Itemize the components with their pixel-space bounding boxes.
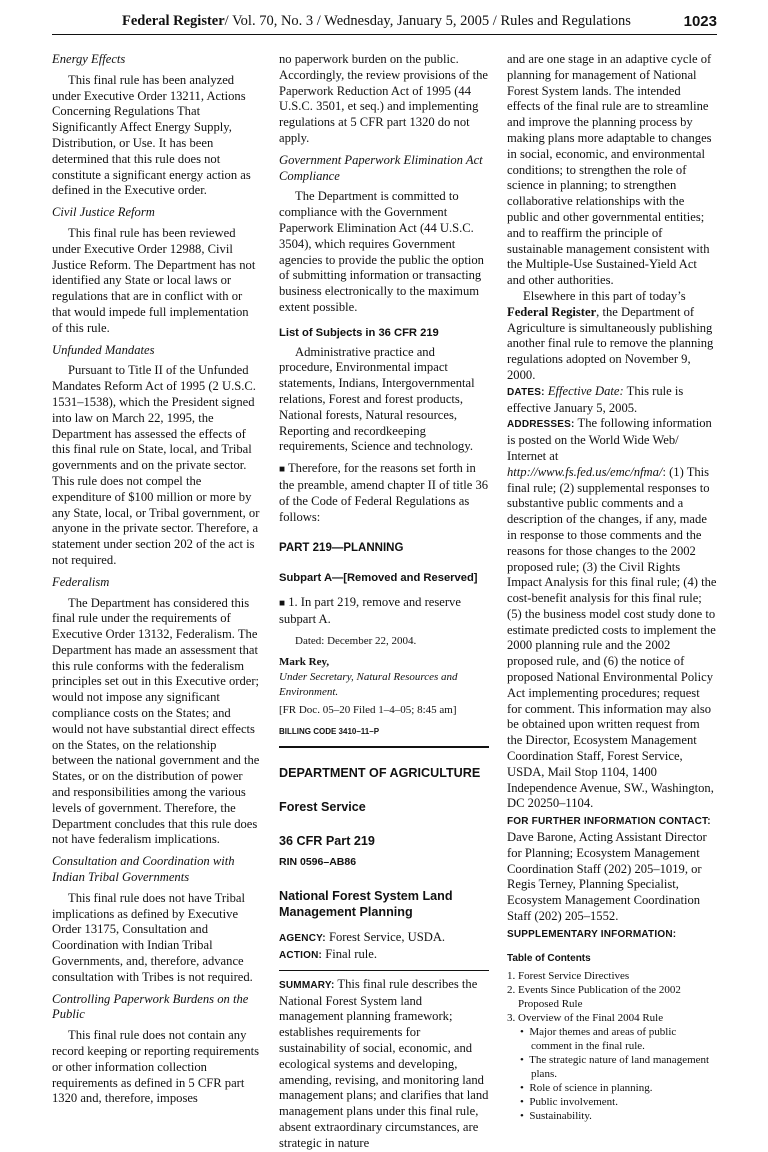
billing-code: BILLING CODE 3410–11–P [279,727,380,737]
addresses-label: ADDRESSES: [507,419,575,431]
bullet-icon: • [520,1026,524,1039]
toc-subitem-text: Role of science in planning. [529,1082,653,1095]
effective-date-label: Effective Date: [547,383,624,398]
paragraph-paperwork-cont: no paperwork burden on the public. Accordingly, the review provisions of the Paperwork Reduction Act of 1995 (44 U.S.C. 3501, et seq.) and implementing regulations at 5 CFR part 1320 do not apply. [279,52,489,145]
signer-name: Mark Rey, [279,655,330,668]
agency-label: AGENCY: [279,933,326,945]
heading-paperwork-burdens: Controlling Paperwork Burdens on the Public [52,991,249,1022]
agency-line [279,930,489,947]
toc-heading: Table of Contents [507,952,591,964]
summary-label: SUMMARY: [279,979,335,991]
bullet-icon: • [520,1110,524,1123]
addresses-text-b: : (1) This final rule; (2) supplemental responses to substantive public comments and a description of the changes, if any, made in response to those comments and the reasons for those changes to the 2002 proposed rule; (3) the Civil Rights Impact Analysis for this final rule; (4) the cost-benefit analysis for this final rule; (5) the business model cost study done to estimate predicted costs to implement the 2000 planning rule and the 2002 proposed rule, and (6) the notice of proposed National Environmental Policy Act implementing procedures; request for comment. This information may also be obtained upon written request from the Director, Ecosystem Management Coordination Staff, Forest Service, USDA, Mail Stop 1104, 1400 Independence Avenue, SW., Washington, DC 20250–1104. [507,464,717,811]
toc-subitem [507,1109,717,1123]
summary-text: This final rule describes the National Forest System land management planning framework; establishes requirements for sustainability of social, economic, and ecological systems and developing, amending, revising, and monitoring land management plans; and clarifies that land management plans under this final rule, absent extraordinary circumstances, are strategic in nature [279,976,489,1150]
dates-value: This rule is effective January 5, 2005. [507,383,684,415]
department-heading: DEPARTMENT OF AGRICULTURE [279,766,481,781]
cfr-part-heading: 36 CFR Part 219 [279,833,375,848]
toc-subitem-text: Major themes and areas of public comment in the final rule. [529,1026,677,1053]
bullet-icon: • [520,1082,524,1095]
rin-number: RIN 0596–AB86 [279,856,357,869]
action-label: ACTION: [279,950,323,962]
heading-list-of-subjects: List of Subjects in 36 CFR 219 [279,326,439,339]
toc-item: 1. Forest Service Directives [507,970,630,983]
signature-date: Dated: December 22, 2004. [295,634,417,647]
heading-energy-effects: Energy Effects [52,52,126,66]
dates-label: DATES: [507,386,545,398]
paragraph-tribal: This final rule does not have Tribal implications as defined by Executive Order 13175, Consultation and Coordination with Indian Tribal Governments, and, therefore, advance consultation with Tribes is not required. [52,890,253,984]
addresses-text-a: The following information is posted on the World Wide Web/ Internet at [507,416,712,463]
action-value: Final rule. [325,947,377,962]
elsewhere-text-b: , the Department of Agriculture is simultaneously publishing another final rule to remove the planning regulations adopted on November 9, 2000. [507,304,714,382]
heading-federalism: Federalism [52,574,110,589]
amendment-square-icon: ■ [279,464,286,476]
column-2 [279,52,489,1152]
heading-unfunded-mandates: Unfunded Mandates [52,342,155,357]
bullet-icon: • [520,1054,524,1067]
heading-gpea: Government Paperwork Elimination Act Compliance [279,152,483,183]
toc-subitem [507,1095,717,1109]
summary-paragraph [279,977,489,1152]
heading-part-219: PART 219—PLANNING [279,542,404,555]
agency-value: Forest Service, USDA. [328,930,446,945]
journal-name: Federal Register [122,13,225,29]
contact-label: FOR FURTHER INFORMATION CONTACT: [507,816,711,828]
paragraph-gpea: The Department is committed to compliance with the Government Paperwork Elimination Act (44 U.S.C. 3504), which requires Government agencies to provide the public the option of submitting information or transacting business electronically to the maximum extent possible. [279,189,484,314]
amendment-square-icon: ■ [279,597,286,609]
paragraph-energy: This final rule has been analyzed under Executive Order 13211, Actions Concerning Regulations That Significantly Affect Energy Supply, Distribution, or Use. It has been determined that this rule does not constitute a significant energy action as defined in the Executive order. [52,72,251,198]
column-3 [507,52,717,1123]
section-divider [279,746,489,748]
toc-subitem [507,1081,717,1095]
document-title: National Forest System Land Management Planning [279,889,453,919]
paragraph-amendment [279,595,489,628]
heading-subpart-a: Subpart A—[Removed and Reserved] [279,572,478,585]
paragraph-therefore [279,461,489,525]
issue-info: / Vol. 70, No. 3 / Wednesday, January 5, 2005 / Rules and Regulations [224,13,631,29]
therefore-text: Therefore, for the reasons set forth in the preamble, amend chapter II of title 36 of the Code of Federal Regulations as follows: [279,461,489,524]
amendment-text: 1. In part 219, remove and reserve subpart A. [279,594,461,626]
agency-heading: Forest Service [279,799,366,814]
paragraph-unfunded: Pursuant to Title II of the Unfunded Mandates Reform Act of 1995 (2 U.S.C. 1531–1538), which the President signed into law on March 22, 1995, the Department has assessed the effects of this final rule on State, local, and Tribal governments and on the private sector. This rule does not compel the expenditure of $100 million or more by any State, local, or Tribal government, or anyone in the private sector. Therefore, a statement under section 202 of the act is not required. [52,363,260,567]
addresses-paragraph [507,416,717,812]
toc-item: 2. Events Since Publication of the 2002 Proposed Rule [507,984,681,1011]
bullet-icon: • [520,1096,524,1109]
table-of-contents [507,969,717,1123]
paragraph-federalism: The Department has considered this final rule under the requirements of Executive Order 13132, Federalism. The Department has made an assessment that this rule conforms with the federalism principles set out in this Executive order; would not impose any significant compliance costs on the States; and would not have substantial direct effects on the States, on the relationship between the national government and the States, or on the distribution of power and responsibilities among the various levels of government. Therefore, the Department concludes that this rule does not have federalism implications. [52,595,260,847]
elsewhere-text-a: Elsewhere in this part of today’s [523,288,686,303]
heading-civil-justice: Civil Justice Reform [52,205,155,220]
toc-subitem-text: Public involvement. [529,1096,618,1109]
summary-cont: and are one stage in an adaptive cycle of planning for management of National Forest System lands. The intended effects of the final rule are to streamline and improve the planning process by making plans more adaptable to changes in social, economic, and environmental conditions; to strengthen the role of science in planning; to strengthen collaborative relationships with the public and other governmental entities; and to reaffirm the principle of sustainable management consistent with the Multiple-Use Sustained-Yield Act and other authorities. [507,52,712,288]
contact-text: Dave Barone, Acting Assistant Director for Planning; Ecosystem Management Coordination Staff (202) 205–1019, or Regis Terney, Planning Specialist, Ecosystem Management Coordination Staff (202) 205–1552. [507,830,707,924]
supplementary-label: SUPPLEMENTARY INFORMATION: [507,928,677,940]
paragraph-paperwork: This final rule does not contain any record keeping or reporting requirements or other information collection requirements as defined in 5 CFR part 1320 and, therefore, imposes [52,1028,260,1106]
toc-subitem-text: Sustainability. [529,1110,592,1123]
paragraph-subjects: Administrative practice and procedure, Environmental impact statements, Indians, Intergovernmental relations, Forest and forest products, National forests, Natural resources, Reporting and recordkeeping requirements, Science and technology. [279,344,475,454]
federal-register-ref: Federal Register [507,304,597,319]
fr-doc-number: [FR Doc. 05–20 Filed 1–4–05; 8:45 am] [279,704,457,717]
header-citation [122,13,631,30]
summary-divider [279,970,489,971]
action-line [279,947,489,964]
column-1 [52,52,260,1107]
dates-line [507,384,717,417]
header-rule [52,34,717,35]
page-number: 1023 [683,13,717,30]
toc-subitem-text: The strategic nature of land management plans. [529,1054,710,1081]
website-link[interactable]: http://www.fs.fed.us/emc/nfma/ [507,464,663,479]
paragraph-elsewhere [507,289,717,384]
toc-item: 3. Overview of the Final 2004 Rule [507,1012,664,1025]
heading-tribal-consultation: Consultation and Coordination with Indian Tribal Governments [52,854,235,885]
paragraph-civil: This final rule has been reviewed under Executive Order 12988, Civil Justice Reform. The Department has not identified any State or local laws or regulations that are in conflict with or that would impede full implementation of this rule. [52,225,256,335]
signer-title: Under Secretary, Natural Resources and Environment. [279,671,458,699]
toc-subitem [507,1053,717,1081]
toc-subitem [507,1025,717,1053]
